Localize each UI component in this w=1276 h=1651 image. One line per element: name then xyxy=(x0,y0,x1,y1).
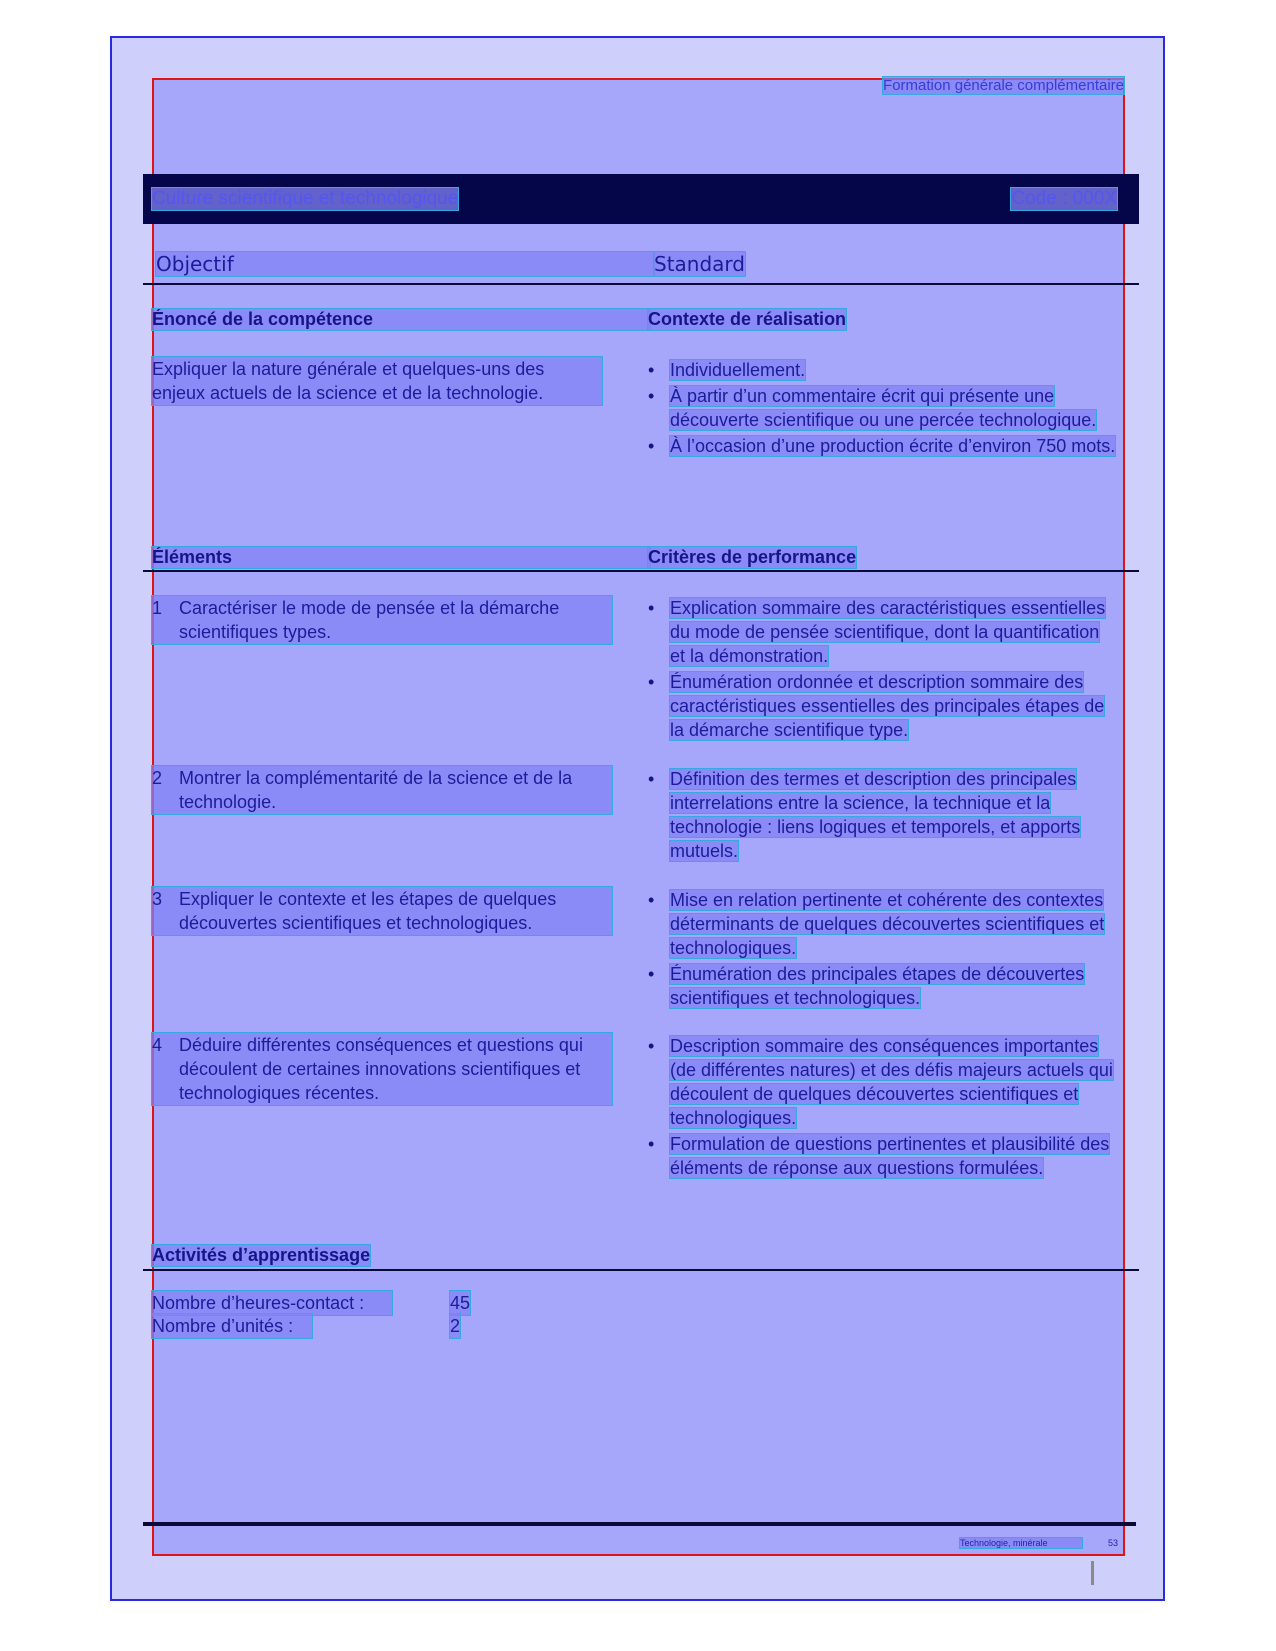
element-number: 4 xyxy=(152,1035,163,1055)
criteria-item: • Énumération ordonnée et description sommaire des caractéristiques essentielles des principales étapes de la démarche scientifique type. xyxy=(648,670,1118,742)
footer-rule xyxy=(143,1522,1136,1526)
element-number: 3 xyxy=(152,889,163,909)
element-text: Déduire différentes conséquences et questions qui découlent de certaines innovations scientifiques et technologiques récentes. xyxy=(152,1033,612,1105)
units-value: 2 xyxy=(450,1316,461,1336)
footer-label: Technologie, minérale xyxy=(960,1538,1082,1548)
criteria-item: • Description sommaire des conséquences importantes (de différentes natures) et des défis majeurs actuels qui découlent de quelques découvertes scientifiques et technologiques. xyxy=(648,1034,1118,1130)
hours-value: 45 xyxy=(450,1293,471,1313)
context-item: • Individuellement. xyxy=(648,358,1118,382)
context-item: • À l’occasion d’une production écrite d’environ 750 mots. xyxy=(648,434,1118,458)
column-header-standard: Standard xyxy=(654,252,745,276)
criteria-item: • Définition des termes et description des principales interrelations entre la science, la technique et la technologie : liens logiques et temporels, et apports mutuels. xyxy=(648,767,1118,863)
hours-label: Nombre d’heures-contact : xyxy=(152,1291,392,1315)
header-rule xyxy=(143,283,1139,285)
activities-rule xyxy=(143,1269,1139,1271)
competence-heading: Énoncé de la compétence xyxy=(152,309,650,330)
criteria-item: • Énumération des principales étapes de découvertes scientifiques et technologiques. xyxy=(648,962,1124,1010)
criteria-list xyxy=(648,767,1118,865)
elements-heading: Éléments xyxy=(152,547,650,568)
course-title: Culture scientifique et technologique xyxy=(152,188,459,209)
criteria-list xyxy=(648,1034,1118,1182)
page-number: 53 xyxy=(1108,1538,1119,1548)
course-code: Code : 000X xyxy=(1011,188,1117,209)
context-item: • À partir d’un commentaire écrit qui présente une découverte scientifique ou une percée technologique. xyxy=(648,384,1118,432)
element-text: Expliquer le contexte et les étapes de quelques découvertes scientifiques et technologiques. xyxy=(152,887,612,935)
criteria-item: • Formulation de questions pertinentes et plausibilité des éléments de réponse aux questions formulées. xyxy=(648,1132,1118,1180)
element-row xyxy=(152,766,612,814)
element-number: 1 xyxy=(152,598,163,618)
criteria-item: • Mise en relation pertinente et cohérente des contextes déterminants de quelques découvertes scientifiques et technologiques. xyxy=(648,888,1124,960)
element-number: 2 xyxy=(152,768,163,788)
criteria-list xyxy=(648,888,1124,1012)
page-marker xyxy=(1091,1561,1094,1585)
element-row xyxy=(152,887,612,935)
element-text: Caractériser le mode de pensée et la démarche scientifiques types. xyxy=(152,596,612,644)
elements-rule xyxy=(143,570,1139,572)
course-title-bar xyxy=(143,174,1139,224)
element-row xyxy=(152,1033,612,1105)
context-list xyxy=(648,358,1118,460)
program-label: Formation générale complémentaire xyxy=(883,77,1124,94)
element-text: Montrer la complémentarité de la science et de la technologie. xyxy=(152,766,612,814)
criteria-heading: Critères de performance xyxy=(648,547,857,567)
criteria-item: • Explication sommaire des caractéristiques essentielles du mode de pensée scientifique, dont la quantification et la démonstration. xyxy=(648,596,1118,668)
competence-statement: Expliquer la nature générale et quelques-uns des enjeux actuels de la science et de la technologie. xyxy=(152,357,602,405)
element-row xyxy=(152,596,612,644)
units-label: Nombre d’unités : xyxy=(152,1314,312,1338)
activities-heading: Activités d’apprentissage xyxy=(152,1245,371,1265)
column-header-objectif: Objectif xyxy=(156,252,654,276)
criteria-list xyxy=(648,596,1118,744)
context-heading: Contexte de réalisation xyxy=(648,309,847,329)
